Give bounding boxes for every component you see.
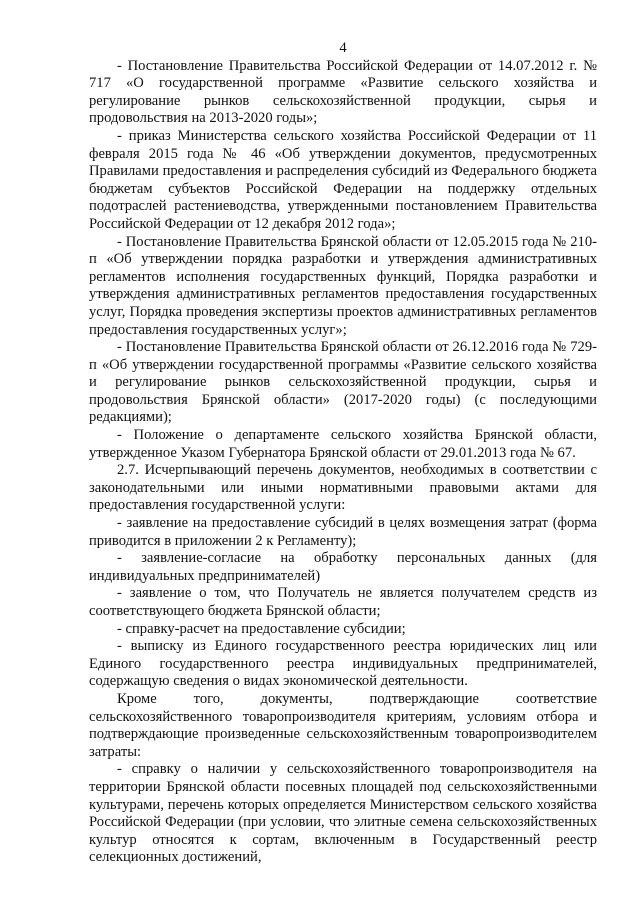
list-item-sown-area-certificate: - справку о наличии у сельскохозяйственного товаропроизводителя на территории Брянской области посевных площадей под сельскохозяйственными культурами, перечень которых определяется Министерством сельского хозяйства Российской Федерации (при условии, что элитные семена сельскохозяйственных культур относятся к сортам, включенным в Государственный реестр селекционных достижений, bbox=[89, 761, 597, 866]
paragraph-bryansk-resolution-729: - Постановление Правительства Брянской области от 26.12.2016 года № 729-п «Об утверждении государственной программы «Развитие сельского хозяйства и регулирование рынков сельскохозяйственной продукции, сырья и продовольствия Брянской области» (2017-2020 годы) (с последующими редакциями); bbox=[89, 339, 597, 426]
list-item-calculation-certificate: - справку-расчет на предоставление субсидии; bbox=[117, 620, 406, 637]
paragraph-ministry-order-46: - приказ Министерства сельского хозяйства Российской Федерации от 11 февраля 2015 года № 46 «Об утверждении документов, предусмотренных Правилами предоставления и распределения субсидий из Федерального бюджета бюджетам субъектов Российской Федерации на поддержку отдельных подотраслей растениеводства, утвержденными постановлением Правительства Российской Федерации от 12 декабря 2012 года»; bbox=[89, 127, 597, 232]
list-item-registry-extract: - выписку из Единого государственного реестра юридических лиц или Единого государственного реестра индивидуальных предпринимателей, содержащую сведения о видах экономической деятельности. bbox=[89, 638, 597, 690]
paragraph-additional-documents: Кроме того, документы, подтверждающие соответствие сельскохозяйственного товаропроизводителя критериям, условиям отбора и подтверждающие произведенные сельскохозяйственным товаропроизводителем затраты: bbox=[89, 690, 597, 760]
paragraph-bryansk-resolution-210: - Постановление Правительства Брянской области от 12.05.2015 года № 210-п «Об утверждении порядка разработки и утверждения административных регламентов исполнения государственных функций, Порядка разработки и утверждения административных регламентов предоставления государственных услуг, Порядка проведения экспертизы проектов административных регламентов предоставления государственных услуг»; bbox=[89, 233, 597, 338]
paragraph-section-2-7: 2.7. Исчерпывающий перечень документов, необходимых в соответствии с законодательными или иными нормативными правовыми актами для предоставления государственной услуги: bbox=[89, 462, 597, 514]
page-number: 4 bbox=[339, 40, 347, 56]
list-item-subsidy-application: - заявление на предоставление субсидий в целях возмещения затрат (форма приводится в приложении 2 к Регламенту); bbox=[89, 515, 597, 549]
list-item-non-recipient-statement: - заявление о том, что Получатель не является получателем средств из соответствующего бюджета Брянской области; bbox=[89, 585, 597, 619]
paragraph-department-regulation: - Положение о департаменте сельского хозяйства Брянской области, утвержденное Указом Губернатора Брянской области от 29.01.2013 года № 67. bbox=[89, 427, 597, 461]
paragraph-gov-resolution-717: - Постановление Правительства Российской Федерации от 14.07.2012 г. № 717 «О государственной программе «Развитие сельского хозяйства и регулирование рынков сельскохозяйственной продукции, сырья и продовольствия на 2013-2020 годы»; bbox=[89, 57, 597, 127]
list-item-consent-application: - заявление-согласие на обработку персональных данных (для индивидуальных предпринимателей) bbox=[89, 550, 597, 584]
